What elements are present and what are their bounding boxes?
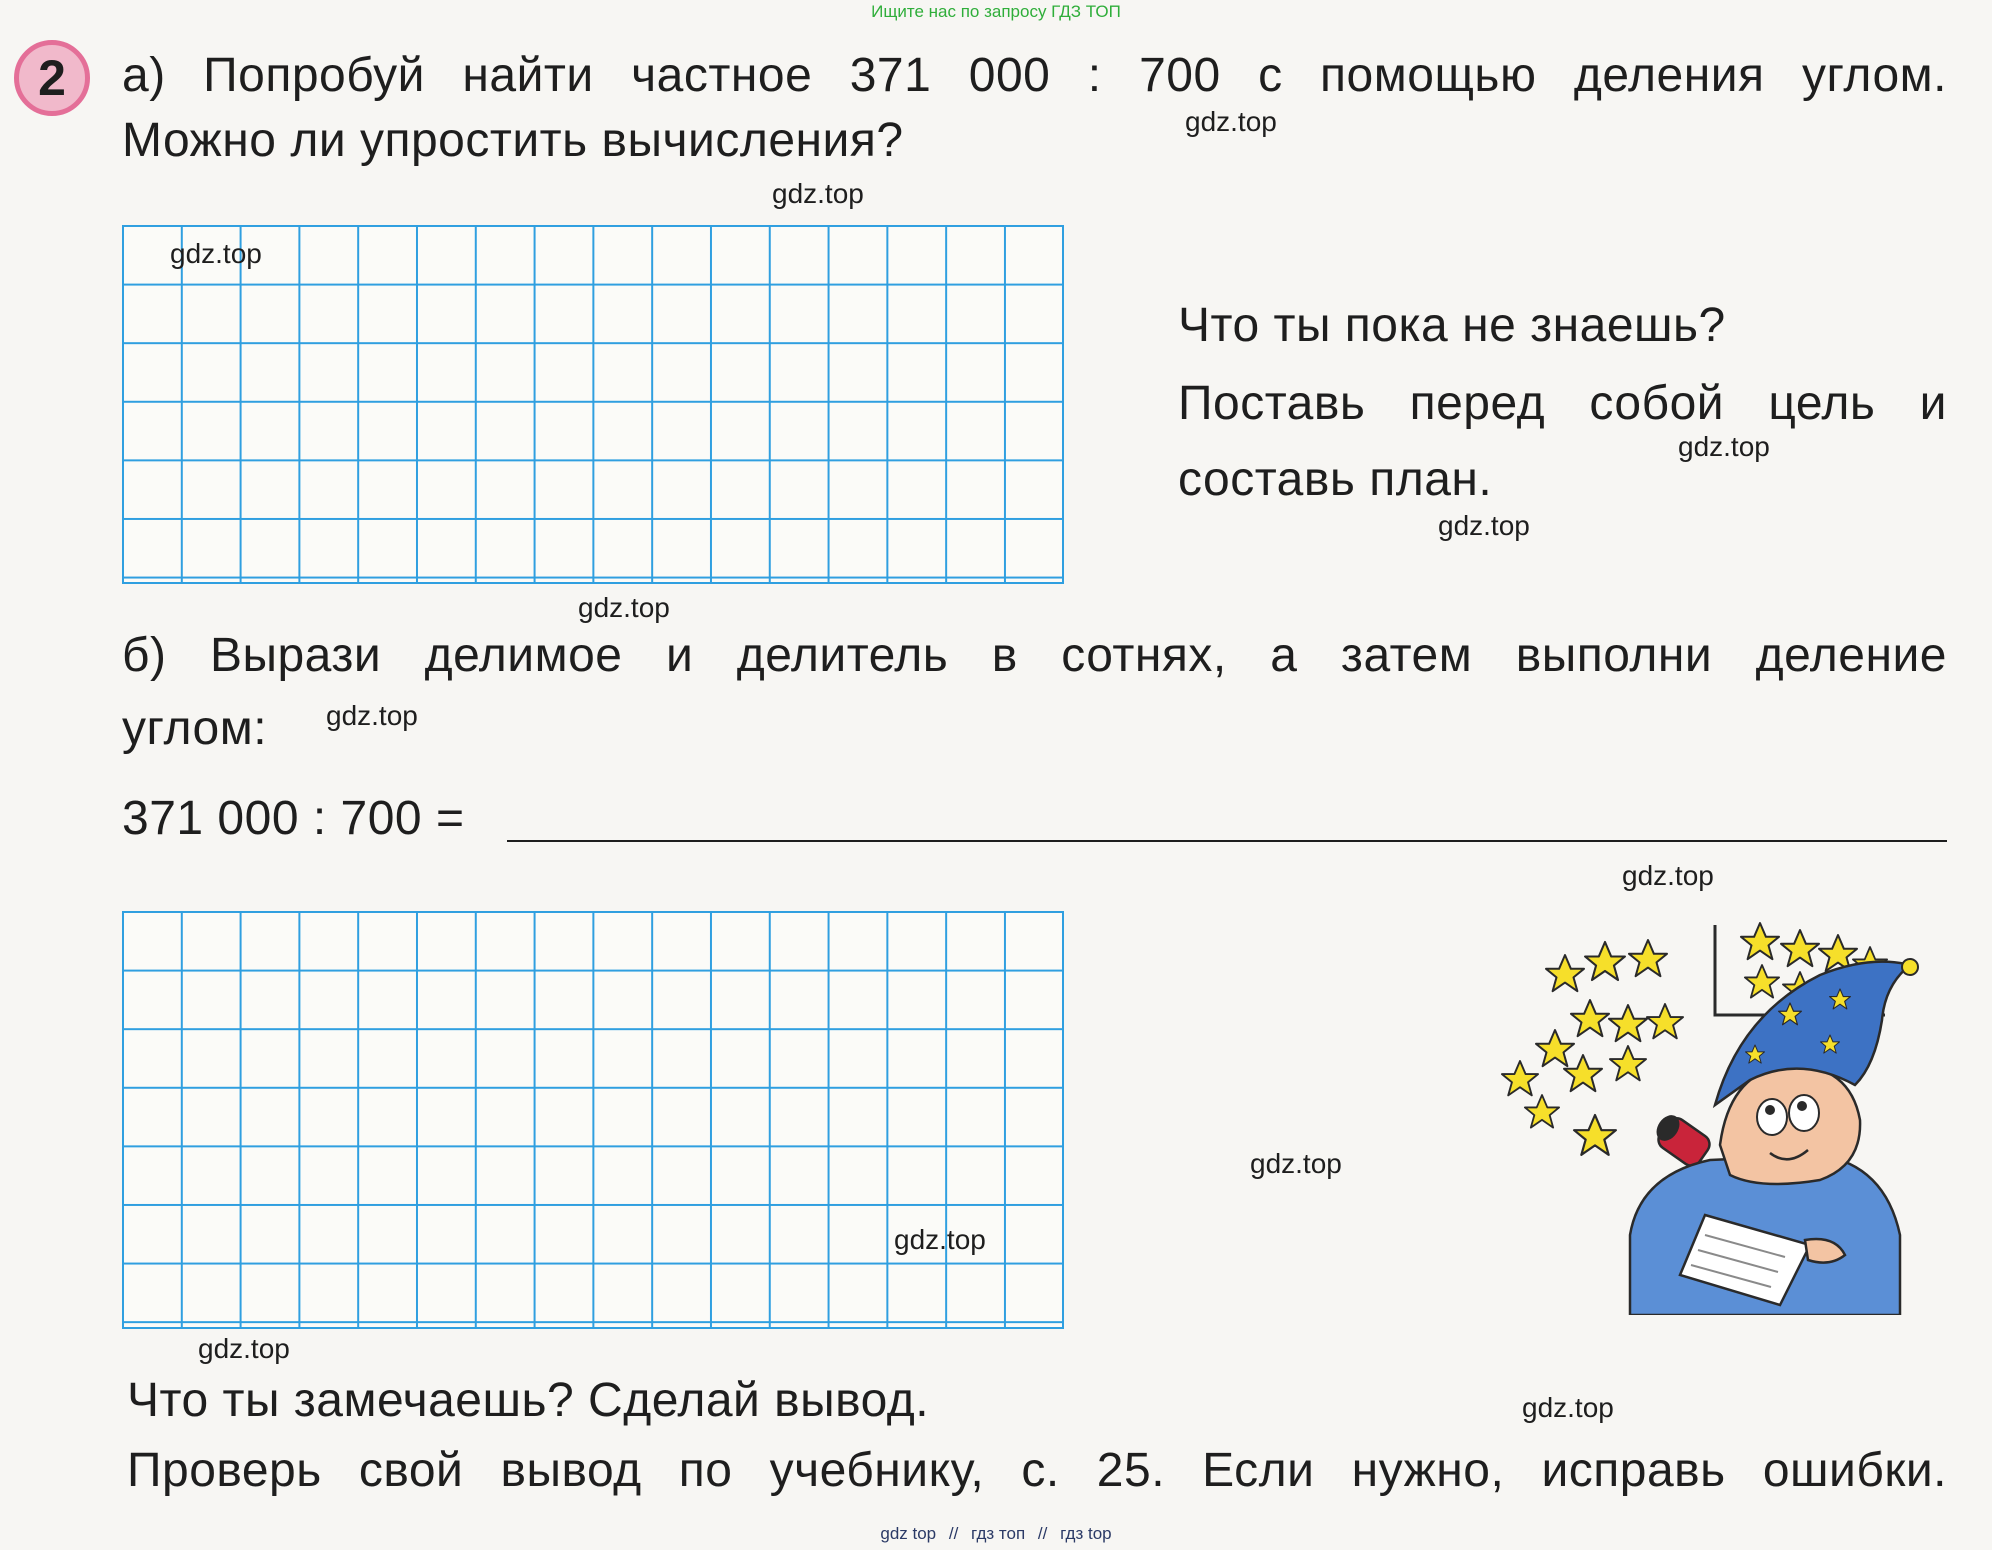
side-note-line-3: составь план. (1178, 453, 1493, 506)
stargazer-illustration (1490, 905, 1930, 1315)
answer-line[interactable] (507, 840, 1947, 842)
watermark: gdz.top (1522, 1392, 1614, 1423)
part-a-line-1: а) Попробуй найти частное 371 000 : 700 с помощью деления углом. (122, 49, 1947, 102)
part-b-line-1: б) Вырази делимое и делитель в сотнях, а затем выполни деление (122, 629, 1947, 682)
work-grid-b[interactable] (122, 911, 1064, 1329)
watermark: gdz.top (1438, 510, 1530, 541)
footer-separator: // (948, 1524, 959, 1543)
watermark: gdz.top (326, 700, 418, 731)
side-note-line-2: Поставь перед собой цель и (1178, 377, 1947, 430)
watermark: gdz.top (170, 238, 262, 269)
footer-separator: // (1037, 1524, 1048, 1543)
watermark: gdz.top (772, 178, 864, 209)
watermark: gdz.top (1622, 860, 1714, 891)
footer-link[interactable]: гдз top (1060, 1524, 1112, 1543)
watermark: gdz.top (198, 1333, 290, 1364)
top-banner[interactable]: Ищите нас по запросу ГДЗ ТОП (871, 2, 1121, 21)
watermark: gdz.top (1185, 106, 1277, 137)
equation-label: 371 000 : 700 = (122, 792, 465, 845)
watermark: gdz.top (1678, 431, 1770, 462)
task-number-badge: 2 (14, 40, 90, 116)
watermark: gdz.top (894, 1224, 986, 1255)
footer-link[interactable]: gdz top (880, 1524, 937, 1543)
watermark: gdz.top (1250, 1148, 1342, 1179)
part-b-line-2: углом: (122, 702, 268, 755)
work-grid-a[interactable] (122, 225, 1064, 584)
conclusion-line-2: Проверь свой вывод по учебнику, с. 25. Если нужно, исправь ошибки. (127, 1444, 1947, 1497)
side-note-line-1: Что ты пока не знаешь? (1178, 299, 1726, 352)
part-a-line-2: Можно ли упростить вычисления? (122, 114, 904, 167)
watermark: gdz.top (578, 592, 670, 623)
footer-links (0, 1524, 1992, 1544)
conclusion-line-1: Что ты замечаешь? Сделай вывод. (127, 1374, 930, 1427)
footer-link[interactable]: гдз топ (971, 1524, 1026, 1543)
